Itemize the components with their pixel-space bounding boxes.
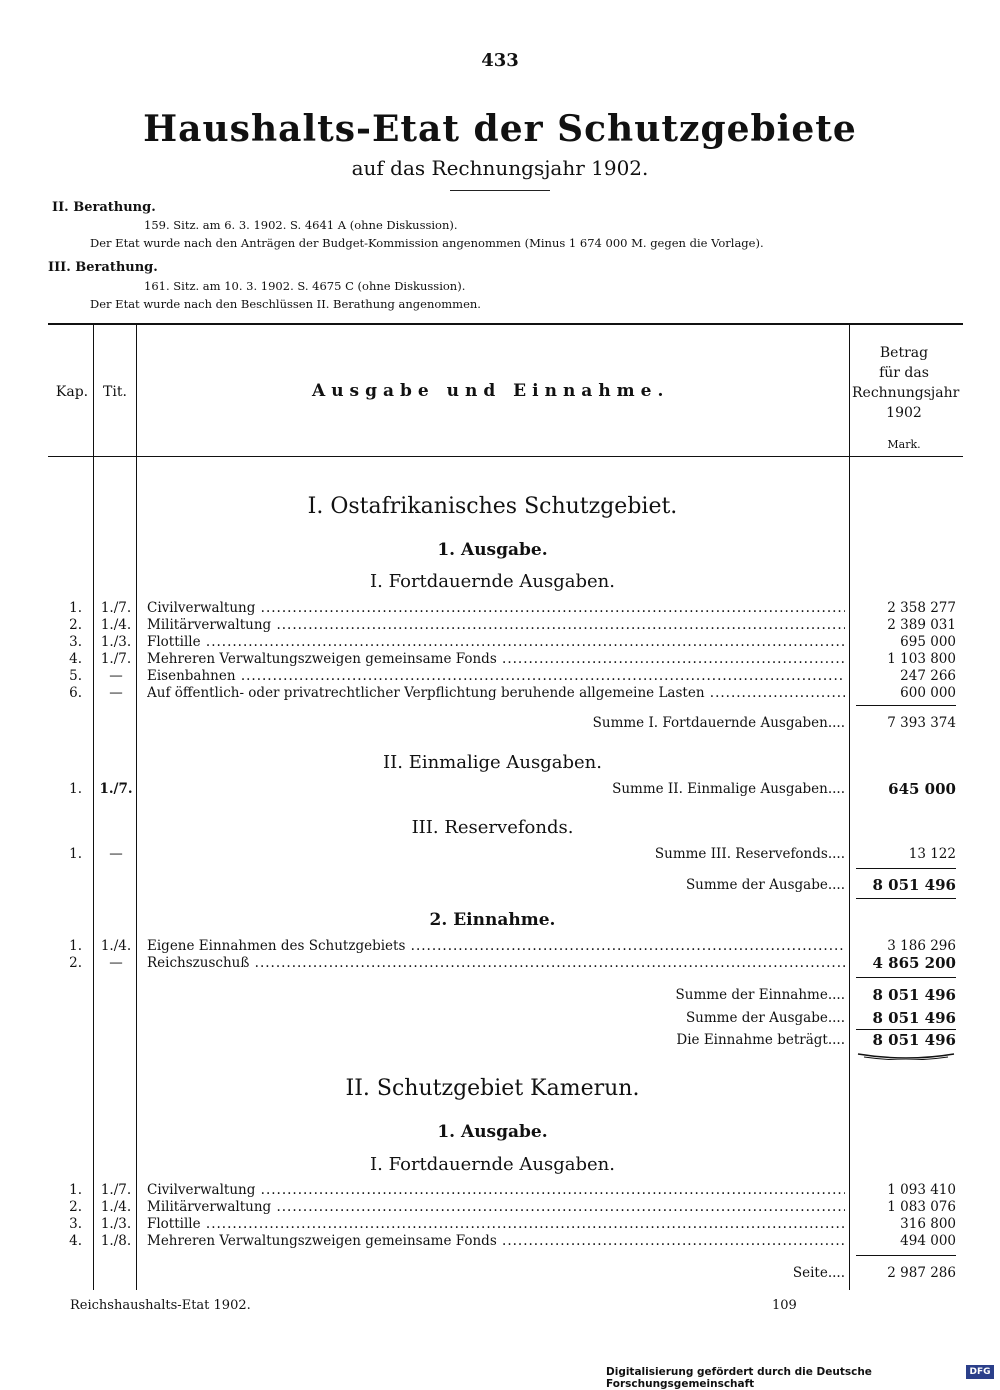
sum-amount: 8 051 496	[872, 1009, 956, 1027]
page-subtitle: auf das Rechnungsjahr 1902.	[351, 156, 649, 180]
row-tit: —	[109, 668, 123, 684]
balance-flourish	[856, 1050, 956, 1060]
row-amount: 1 093 410	[887, 1182, 956, 1198]
sum-amount: 8 051 496	[872, 986, 956, 1004]
section-1-ausgabe-heading: 1. Ausgabe.	[437, 540, 548, 560]
table-row	[0, 1182, 1000, 1199]
section-2-fortdauernde-heading: I. Fortdauernde Ausgaben.	[370, 1154, 615, 1175]
row-tit: 1./7.	[99, 781, 133, 797]
tit-column-divider	[136, 325, 137, 1290]
row-kap: 1.	[69, 600, 82, 616]
sum-row-ausgabe	[0, 876, 1000, 894]
sum-rule	[856, 1255, 956, 1256]
table-row	[0, 617, 1000, 634]
sum-label: Summe II. Einmalige Ausgaben....	[612, 781, 845, 797]
sum-row-einnahme	[0, 986, 1000, 1004]
row-tit: 1./8.	[100, 1233, 132, 1249]
row-amount: 2 358 277	[887, 600, 956, 616]
row-amount: 600 000	[900, 685, 956, 701]
row-tit: 1./3.	[100, 634, 132, 650]
sum-rule	[856, 1029, 956, 1030]
reading-2-line1: 159. Sitz. am 6. 3. 1902. S. 4641 A (ohne Diskussion).	[144, 218, 458, 232]
reading-heading-2: II. Berathung.	[52, 200, 156, 215]
row-kap: 4.	[69, 1233, 82, 1249]
sum-label: Summe der Ausgabe....	[685, 877, 845, 893]
reading-heading-3: III. Berathung.	[48, 260, 158, 275]
row-desc: Eigene Einnahmen des Schutzgebiets .....	[147, 938, 845, 955]
row-amount: 494 000	[900, 1233, 956, 1249]
row-kap: 2.	[69, 955, 82, 971]
sum-label: Summe der Ausgabe....	[685, 1010, 845, 1026]
sum-rule	[856, 868, 956, 869]
row-kap: 3.	[69, 634, 82, 650]
table-row	[0, 955, 1000, 972]
dfg-logo: DFG	[966, 1365, 994, 1379]
sum-row-fortdauernde	[0, 714, 1000, 732]
row-tit: —	[109, 846, 123, 862]
reading-3-line2: Der Etat wurde nach den Beschlüssen II. Berathung angenommen.	[90, 297, 481, 311]
sum-amount: 645 000	[888, 780, 956, 798]
row-desc: Flottille .....	[147, 634, 845, 651]
betrag-header-line4: 1902	[886, 405, 922, 421]
table-row	[0, 1216, 1000, 1233]
sum-label: Summe der Einnahme....	[675, 987, 845, 1003]
row-amount: 1 103 800	[887, 651, 956, 667]
table-row	[0, 1199, 1000, 1216]
row-desc: Militärverwaltung .....	[147, 1199, 845, 1216]
sum-label: Summe I. Fortdauernde Ausgaben....	[592, 715, 845, 731]
footer-source: Reichshaushalts-Etat 1902.	[70, 1298, 251, 1313]
sum-row-einnahme-betraegt	[0, 1031, 1000, 1049]
table-row	[0, 651, 1000, 668]
amount-column-divider	[849, 325, 850, 1290]
table-row	[0, 634, 1000, 651]
section-1-fortdauernde-heading: I. Fortdauernde Ausgaben.	[370, 571, 615, 592]
main-column-header: Ausgabe und Einnahme.	[312, 381, 670, 401]
sum-amount: 8 051 496	[872, 876, 956, 894]
row-tit: 1./4.	[100, 1199, 132, 1215]
sum-rule	[856, 898, 956, 899]
sum-row-einmalige	[0, 780, 1000, 798]
section-2-ausgabe-heading: 1. Ausgabe.	[437, 1122, 548, 1142]
table-top-rule	[48, 323, 963, 325]
row-tit: —	[109, 685, 123, 701]
row-kap: 1.	[69, 1182, 82, 1198]
page-number: 433	[481, 50, 519, 71]
sum-label: Summe III. Reservefonds....	[654, 846, 845, 862]
row-tit: —	[109, 955, 123, 971]
row-kap: 5.	[69, 668, 82, 684]
tit-header: Tit.	[103, 384, 127, 400]
row-desc: Flottille .....	[147, 1216, 845, 1233]
section-1-reserve-heading: III. Reservefonds.	[411, 817, 574, 838]
row-tit: 1./4.	[100, 938, 132, 954]
sum-row-reserve	[0, 845, 1000, 863]
sum-rule	[856, 977, 956, 978]
row-kap: 4.	[69, 651, 82, 667]
row-desc: Mehreren Verwaltungszweigen gemeinsame Fonds .....	[147, 651, 845, 668]
row-amount: 316 800	[900, 1216, 956, 1232]
row-kap: 1.	[69, 846, 82, 862]
row-tit: 1./7.	[100, 1182, 132, 1198]
table-row	[0, 600, 1000, 617]
table-row	[0, 1233, 1000, 1250]
unit-header: Mark.	[887, 438, 921, 451]
row-tit: 1./7.	[100, 651, 132, 667]
sum-amount: 7 393 374	[887, 715, 956, 731]
row-amount: 1 083 076	[887, 1199, 956, 1215]
sum-rule	[856, 705, 956, 706]
row-amount: 4 865 200	[872, 954, 956, 972]
row-tit: 1./3.	[100, 1216, 132, 1232]
row-amount: 695 000	[900, 634, 956, 650]
sum-label: Die Einnahme beträgt....	[676, 1032, 845, 1048]
title-divider	[450, 190, 550, 191]
row-kap: 1.	[69, 938, 82, 954]
betrag-header-line1: Betrag	[879, 345, 929, 361]
table-row	[0, 685, 1000, 702]
row-desc: Civilverwaltung .....	[147, 1182, 845, 1199]
page-title: Haushalts-Etat der Schutzgebiete	[143, 108, 857, 150]
row-kap: 2.	[69, 617, 82, 633]
sum-amount: 8 051 496	[872, 1031, 956, 1049]
reading-2-line2: Der Etat wurde nach den Anträgen der Budget-Kommission angenommen (Minus 1 674 000 M. gegen die Vorlage).	[90, 236, 764, 250]
sum-label: Seite....	[792, 1265, 845, 1281]
sum-amount: 13 122	[908, 846, 956, 862]
row-tit: 1./4.	[100, 617, 132, 633]
betrag-header-line2: für das	[879, 365, 929, 381]
row-desc: Militärverwaltung .....	[147, 617, 845, 634]
row-desc: Auf öffentlich- oder privatrechtlicher Verpflichtung beruhende allgemeine Lasten .....	[147, 685, 845, 702]
section-1-title: I. Ostafrikanisches Schutzgebiet.	[307, 494, 678, 519]
reading-3-line1: 161. Sitz. am 10. 3. 1902. S. 4675 C (ohne Diskussion).	[144, 279, 466, 293]
row-desc: Eisenbahnen .....	[147, 668, 845, 685]
row-kap: 2.	[69, 1199, 82, 1215]
row-kap: 6.	[69, 685, 82, 701]
kap-header: Kap.	[55, 384, 89, 400]
section-1-einnahme-heading: 2. Einnahme.	[429, 910, 556, 930]
row-amount: 247 266	[900, 668, 956, 684]
sum-amount: 2 987 286	[887, 1265, 956, 1281]
dfg-notice: Digitalisierung gefördert durch die Deutsche Forschungsgemeinschaft	[606, 1366, 872, 1390]
section-1-einmalige-heading: II. Einmalige Ausgaben.	[383, 752, 602, 773]
betrag-header-line3: Rechnungsjahr	[852, 385, 960, 401]
sum-row-ausgabe-compare	[0, 1009, 1000, 1027]
row-kap: 3.	[69, 1216, 82, 1232]
row-kap: 1.	[69, 781, 82, 797]
sum-row-seite	[0, 1264, 1000, 1282]
row-amount: 2 389 031	[887, 617, 956, 633]
table-row	[0, 668, 1000, 685]
row-desc: Civilverwaltung .....	[147, 600, 845, 617]
table-header-rule	[48, 456, 963, 457]
table-row	[0, 938, 1000, 955]
row-desc: Reichszuschuß .....	[147, 955, 845, 972]
row-amount: 3 186 296	[887, 938, 956, 954]
section-2-title: II. Schutzgebiet Kamerun.	[345, 1076, 640, 1101]
kap-column-divider	[93, 325, 94, 1290]
footer-sheet-number: 109	[772, 1298, 797, 1313]
row-tit: 1./7.	[100, 600, 132, 616]
row-desc: Mehreren Verwaltungszweigen gemeinsame Fonds .....	[147, 1233, 845, 1250]
